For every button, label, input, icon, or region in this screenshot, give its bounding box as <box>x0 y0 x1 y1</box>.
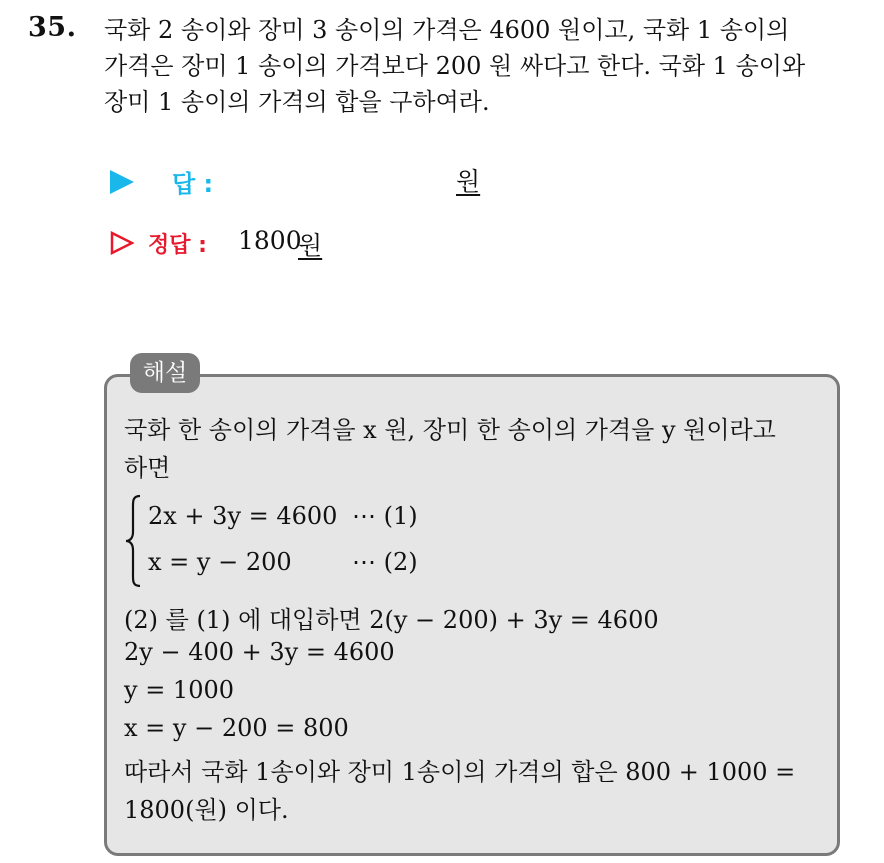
question-line: 국화 2 송이와 장미 3 송이의 가격은 4600 원이고, 국화 1 송이의 <box>104 16 790 44</box>
solution-step: 따라서 국화 1송이와 장미 1송이의 가격의 합은 800 + 1000 = <box>124 758 796 786</box>
question-line: 가격은 장미 1 송이의 가격보다 200 원 싸다고 한다. 국화 1 송이와 <box>104 52 806 80</box>
correct-answer-row <box>110 222 670 262</box>
solution-intro-line: 국화 한 송이의 가격을 x 원, 장미 한 송이의 가격을 y 원이라고 <box>124 416 776 444</box>
correct-unit: 원 <box>298 231 323 260</box>
solution-step: y = 1000 <box>124 676 235 704</box>
answer-label: 답 : <box>172 170 214 198</box>
question-number: 35. <box>28 12 77 43</box>
system-equation-2: x = y − 200 <box>148 548 292 576</box>
solution-step: 2y − 400 + 3y = 4600 <box>124 638 395 666</box>
question-line: 장미 1 송이의 가격의 합을 구하여라. <box>104 88 490 116</box>
system-brace-icon <box>124 494 142 588</box>
system-ref-1: ⋯ (1) <box>352 502 418 530</box>
answer-unit: 원 <box>456 167 481 196</box>
correct-value: 1800 <box>238 226 302 255</box>
answer-row <box>110 160 630 200</box>
answer-arrow-icon <box>110 170 134 194</box>
solution-step: 1800(원) 이다. <box>124 796 289 824</box>
correct-arrow-icon <box>110 231 134 255</box>
solution-step: x = y − 200 = 800 <box>124 714 349 742</box>
system-equation-1: 2x + 3y = 4600 <box>148 502 338 530</box>
system-ref-2: ⋯ (2) <box>352 548 418 576</box>
solution-tab: 해설 <box>130 353 200 393</box>
correct-label: 정답 : <box>148 233 207 258</box>
solution-step: (2) 를 (1) 에 대입하면 2(y − 200) + 3y = 4600 <box>124 606 659 634</box>
solution-intro-line: 하면 <box>124 454 171 482</box>
question-text <box>104 12 864 120</box>
